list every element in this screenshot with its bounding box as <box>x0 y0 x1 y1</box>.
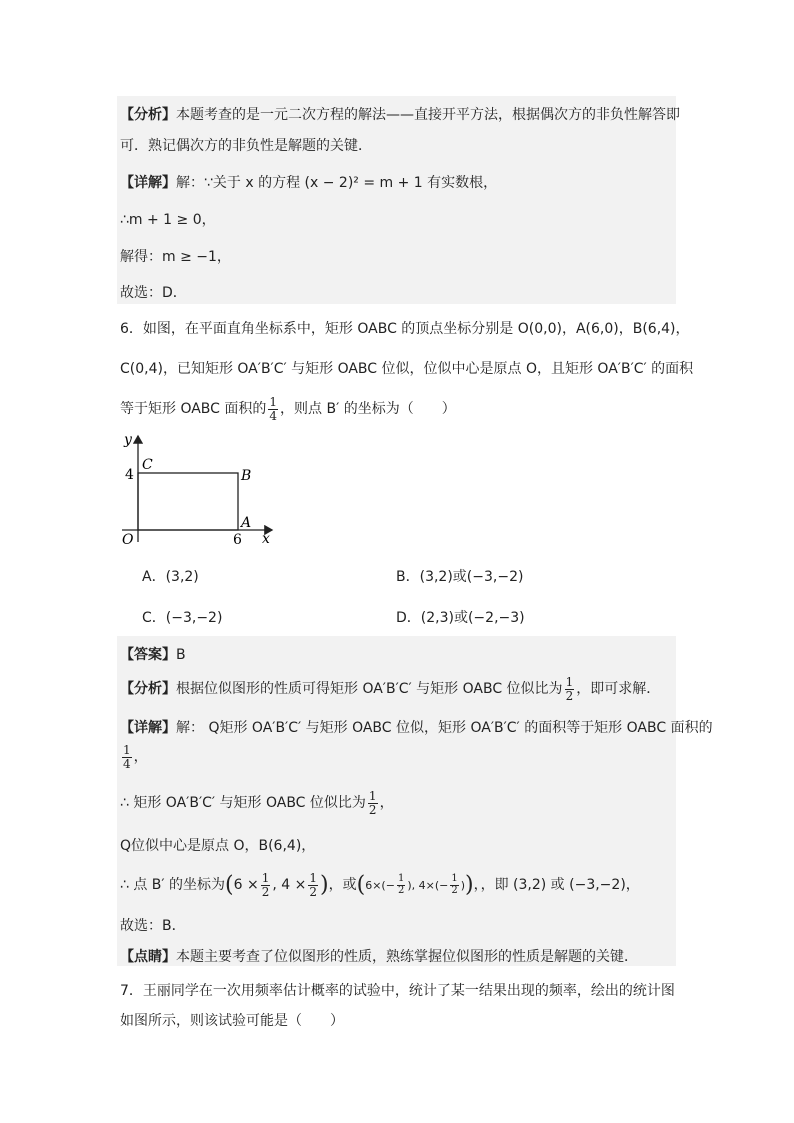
stem3-text-a: 等于矩形 OABC 面积的 <box>120 401 267 418</box>
q6-choose: 故选：B． <box>120 918 186 934</box>
y-axis-label: y <box>124 432 132 448</box>
remark-tag: 【点睛】 <box>120 949 176 965</box>
option-d[interactable]: D．(2,3)或(−2,−3) <box>396 610 525 626</box>
x-axis-label: x <box>262 531 270 547</box>
q6-stem-line2: C(0,4)，已知矩形 OA′B′C′ 与矩形 OABC 位似，位似中心是原点 O，且矩形 OA′B′C′ 的面积 <box>120 361 694 377</box>
frac-den: 2 <box>397 884 405 896</box>
q5-analysis-line2: 可．熟记偶次方的非负性是解题的关键． <box>120 138 372 154</box>
fraction-one-half <box>368 790 378 816</box>
rectangle-oabc <box>138 473 238 530</box>
analysis-tag: 【分析】 <box>120 107 176 123</box>
frac-num: 1 <box>261 871 270 885</box>
or-text: ，或 <box>328 877 357 894</box>
frac-num: 1 <box>368 789 377 803</box>
q7-stem-line1: 7．王丽同学在一次用频率估计概率的试验中，统计了某一结果出现的频率，绘出的统计图 <box>120 983 675 999</box>
frac-den: 2 <box>565 688 574 703</box>
q7-stem-line2: 如图所示，则该试验可能是（ ） <box>120 1013 344 1029</box>
tick-y-4: 4 <box>125 467 134 483</box>
detail-tail: ， <box>133 749 148 766</box>
q6-analysis <box>120 676 660 702</box>
point-a-label: A <box>241 515 252 531</box>
frac-num: 1 <box>565 675 574 689</box>
expr2-b: ), 4×(− <box>407 879 449 893</box>
detail-text: 解：∵关于 x 的方程 (x − 2)² = m + 1 有实数根， <box>176 175 498 191</box>
point-b-label: B <box>241 468 252 484</box>
step3-tail: ，，即 (3,2) 或 (−3,−2)， <box>473 877 640 894</box>
expr1-a: 6 × <box>233 877 259 894</box>
point-c-label: C <box>142 457 153 473</box>
analysis-tag: 【分析】 <box>120 681 176 698</box>
expr2-a: 6×(− <box>365 879 395 893</box>
q6-detail-line1 <box>120 717 713 737</box>
fraction-one-half <box>397 874 405 896</box>
option-a[interactable]: A．(3,2) <box>142 569 199 585</box>
q6-coordinate-figure <box>112 430 282 550</box>
fraction-one-half <box>565 676 575 702</box>
frac-den: 2 <box>451 884 458 896</box>
remark-text: 本题主要考查了位似图形的性质，熟练掌握位似图形的性质是解题的关键． <box>176 949 638 965</box>
q5-step2: 解得：m ≥ −1， <box>120 249 231 265</box>
frac-den: 2 <box>368 802 377 817</box>
frac-num: 1 <box>309 871 318 885</box>
fraction-one-half <box>261 872 271 898</box>
frac-den: 4 <box>123 756 131 771</box>
q6-detail-line2 <box>120 744 148 770</box>
q6-stem-line1: 6．如图，在平面直角坐标系中，矩形 OABC 的顶点坐标分别是 O(0,0)，A(6,0)，B(6,4)， <box>120 321 690 337</box>
q6-step3 <box>120 872 640 898</box>
origin-label: O <box>122 532 134 548</box>
frac-den: 4 <box>269 408 278 423</box>
step3-text-a: ∴ 点 B′ 的坐标为 <box>120 877 226 894</box>
option-b[interactable]: B．(3,2)或(−3,−2) <box>396 569 524 585</box>
paren-close: ) <box>320 872 329 898</box>
detail-text: 解： Q矩形 OA′B′C′ 与矩形 OABC 位似，矩形 OA′B′C′ 的面积等于矩形 OABC 面积的 <box>176 720 713 736</box>
q6-step1 <box>120 790 394 816</box>
q5-choose: 故选：D． <box>120 285 187 301</box>
detail-tag: 【详解】 <box>120 720 176 736</box>
stem3-text-b: ，则点 B′ 的坐标为（ ） <box>280 401 456 418</box>
frac-den: 2 <box>309 884 318 899</box>
answer-tag: 【答案】 <box>120 647 176 663</box>
step1-text-b: ， <box>379 795 394 812</box>
q5-step1: ∴m + 1 ≥ 0， <box>120 212 216 228</box>
q6-answer <box>120 644 186 664</box>
q6-stem-line3 <box>120 396 456 422</box>
q6-step2: Q位似中心是原点 O，B(6,4)， <box>120 838 316 854</box>
frac-num: 1 <box>397 873 405 885</box>
q5-solution-block <box>117 96 676 304</box>
fraction-one-half <box>308 872 318 898</box>
paren-open: ( <box>225 872 234 898</box>
step1-text-a: ∴ 矩形 OA′B′C′ 与矩形 OABC 位似比为 <box>120 795 366 812</box>
fraction-one-quarter <box>122 744 132 770</box>
tick-x-6: 6 <box>233 532 242 548</box>
frac-num: 1 <box>123 743 131 757</box>
paren-open: ( <box>356 872 366 898</box>
fraction-one-quarter <box>268 396 278 422</box>
q5-analysis-line1 <box>120 104 680 124</box>
expr1-b: , 4 × <box>272 877 307 894</box>
option-c[interactable]: C．(−3,−2) <box>142 610 223 626</box>
q5-detail <box>120 172 497 192</box>
detail-tag: 【详解】 <box>120 175 176 191</box>
frac-den: 2 <box>261 884 270 899</box>
q6-remark <box>120 946 638 966</box>
expr2-c: ) <box>460 879 465 893</box>
paren-close: ) <box>465 872 474 898</box>
frac-num: 1 <box>451 873 458 885</box>
answer-value: B <box>176 647 186 663</box>
analysis-text-b: ，即可求解． <box>576 681 661 698</box>
analysis-text-a: 根据位似图形的性质可得矩形 OA′B′C′ 与矩形 OABC 位似比为 <box>176 681 563 698</box>
fraction-one-half <box>450 874 458 896</box>
frac-num: 1 <box>269 395 278 409</box>
analysis-text: 本题考查的是一元二次方程的解法——直接开平方法，根据偶次方的非负性解答即 <box>176 107 680 123</box>
